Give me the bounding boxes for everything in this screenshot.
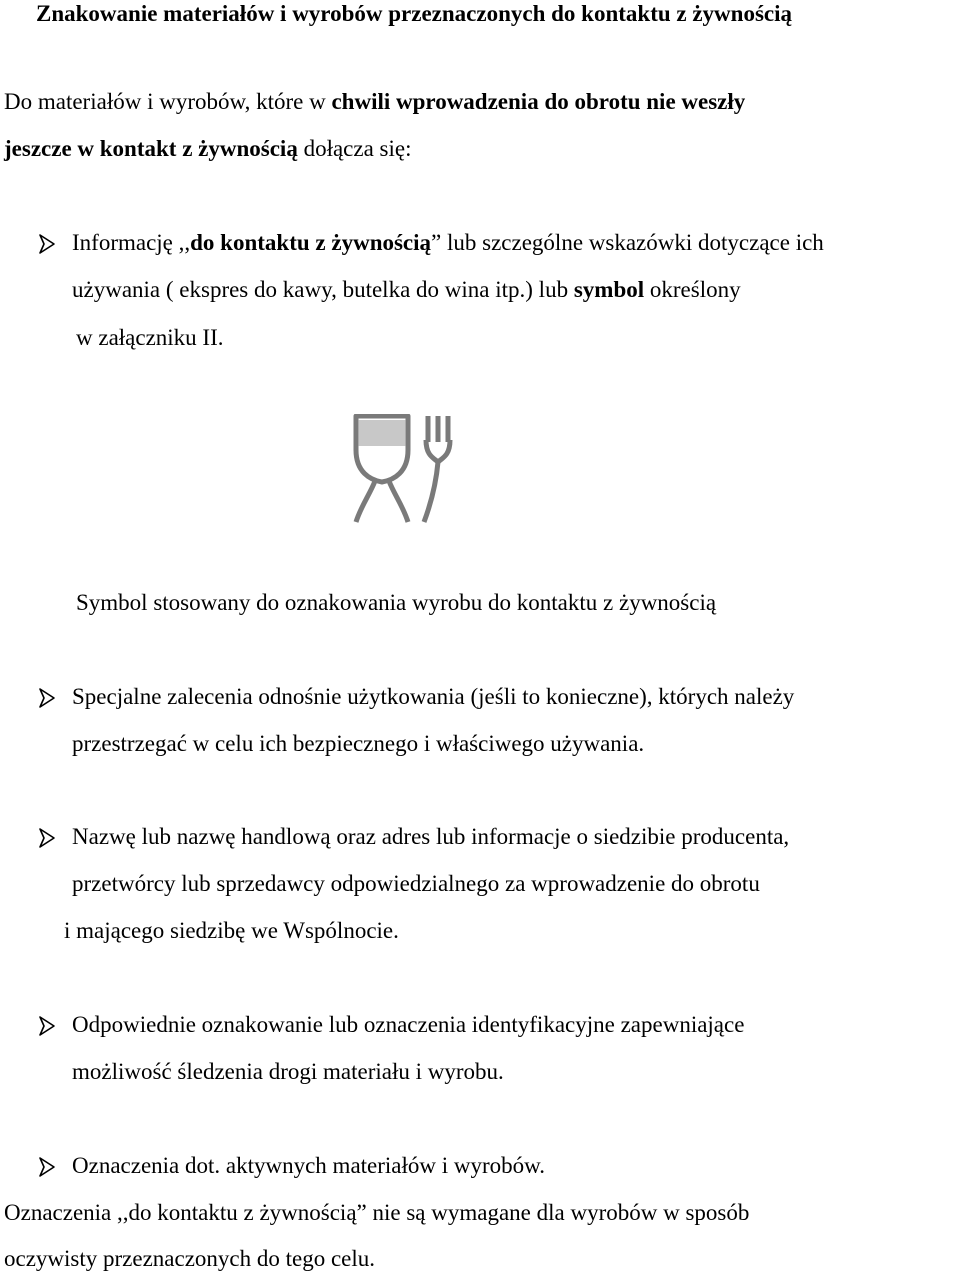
item-text: używania ( ekspres do kawy, butelka do wina itp.) lub (72, 277, 574, 302)
item1-line-3: w załączniku II. (76, 325, 224, 350)
item2-line-1: Specjalne zalecenia odnośnie użytkowania (jeśli to konieczne), których należy (72, 684, 795, 709)
arrow-bullet-icon (38, 232, 56, 256)
item3-line-2: przetwórcy lub sprzedawcy odpowiedzialnego za wprowadzenie do obrotu (72, 871, 760, 896)
item5-line-1: Oznaczenia dot. aktywnych materiałów i wyrobów. (72, 1153, 546, 1178)
item4-line-1: Odpowiednie oznakowanie lub oznaczenia identyfikacyjne zapewniające (72, 1012, 745, 1037)
item-bold-text: do kontaktu z żywnością (190, 230, 432, 255)
item-bold-text: symbol (573, 277, 645, 302)
closing-line-2: oczywisty przeznaczonych do tego celu. (4, 1246, 376, 1271)
intro-bold-text: chwili wprowadzenia do obrotu nie weszły (331, 89, 746, 114)
item-text: Informację ,, (72, 230, 191, 255)
item2-line-2: przestrzegać w celu ich bezpiecznego i właściwego używania. (72, 731, 645, 756)
intro-bold-text: jeszcze w kontakt z żywnością (4, 136, 298, 161)
item3-line-1: Nazwę lub nazwę handlową oraz adres lub informacje o siedzibie producenta, (72, 824, 790, 849)
symbol-caption: Symbol stosowany do oznakowania wyrobu do kontaktu z żywnością (76, 590, 717, 615)
intro-line-1 (4, 88, 745, 116)
arrow-bullet-icon (38, 1014, 56, 1038)
item4-line-2: możliwość śledzenia drogi materiału i wyrobu. (72, 1059, 504, 1084)
item-text: ” lub szczególne wskazówki dotyczące ich (431, 230, 824, 255)
arrow-bullet-icon (38, 826, 56, 850)
arrow-bullet-icon (38, 686, 56, 710)
intro-text: dołącza się: (297, 136, 412, 161)
intro-text: Do materiałów i wyrobów, które w (4, 89, 332, 114)
glass-and-fork-icon (350, 414, 456, 524)
item1-line-2 (72, 276, 741, 304)
intro-line-2 (4, 135, 412, 163)
arrow-bullet-icon (38, 1155, 56, 1179)
item-text: określony (644, 277, 741, 302)
closing-line-1: Oznaczenia ,,do kontaktu z żywnością” nie są wymagane dla wyrobów w sposób (4, 1200, 750, 1225)
page-title: Znakowanie materiałów i wyrobów przeznaczonych do kontaktu z żywnością (36, 1, 793, 26)
item1-line-1 (72, 229, 824, 257)
item3-line-3: i mającego siedzibę we Wspólnocie. (64, 918, 399, 943)
